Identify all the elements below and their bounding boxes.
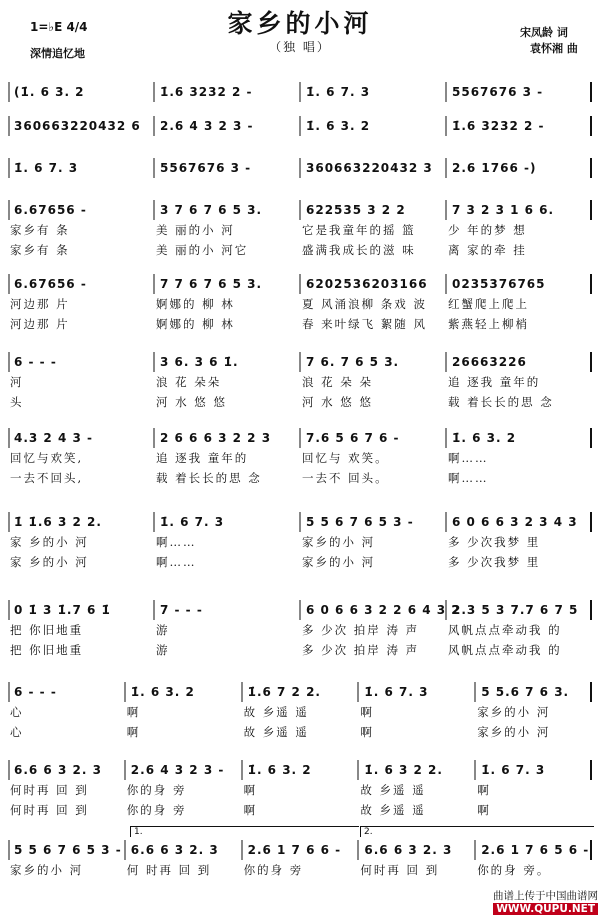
lyric-verse-2: 多 少次 拍岸 涛 声 [302,643,420,657]
measure-notes: 6 0 6 6 3 2 2 6 4 3 2 [306,603,461,617]
lyric-verse-2: 多 少次我梦 里 [448,555,541,569]
measure-notes: 6 - - - [14,685,57,699]
lyric-verse-1: 家乡的小 河 [10,863,84,877]
measure-notes: 6.6 6 3 2. 3 [130,843,219,857]
lyric-verse-1: 浪 花 朵朵 [156,375,222,389]
lyric-verse-1: 家乡有 条 [10,223,70,237]
lyric-verse-2: 啊 [360,725,374,739]
lyric-verse-2: 家 乡的小 河 [10,555,89,569]
song-subtitle: （独 唱） [269,40,331,54]
lyric-verse-1: 回忆与欢笑, [10,451,84,465]
lyric-verse-2: 何时再 回 到 [10,803,89,817]
site-footer [493,890,598,916]
measure-notes: 2.6 4 3 2 3 - [160,119,254,133]
lyric-verse-1: 红蟹爬上爬上 [448,297,529,311]
lyric-verse-1: 追 逐我 童年的 [448,375,541,389]
measure-notes: 4.3 2 4 3 - [14,431,93,445]
measure-notes: 1̇. 6 3. 2 [452,431,517,445]
measure-notes: 360663220432 3 [306,161,433,175]
lyric-verse-2: 一去不 回头。 [302,471,389,485]
measure-notes: 6 0 6 6 3 2 3 4 3 [452,515,578,529]
notation-line [8,352,592,372]
lyric-verse-2: 离 家的牵 挂 [448,243,527,257]
measure-notes: 6 - - - [14,355,57,369]
measure-notes: 1̇. 6 7. 3 [364,685,429,699]
lyric-verse-2: 啊 [126,725,141,739]
lyric-verse-2: 载 着长长的思 念 [156,471,262,485]
lyric-verse-1: 何 时再 回 到 [126,863,212,877]
measure-notes: 2 6 6 6 3 2 2 3 [160,431,272,445]
lyric-verse-1: 美 丽的小 河 [156,223,235,237]
notation-line [8,760,592,780]
song-title: 家乡的小河 [227,9,373,38]
ending-bracket: 1. [130,826,359,837]
measure-notes: 0235376765 [452,277,546,291]
lyric-verse-2: 家乡的小 河 [477,725,551,739]
lyric-verse-2: 河 水 悠 悠 [156,395,227,409]
lyric-verse-1: 河边那 片 [10,297,70,311]
notation-line [8,274,592,294]
measure-notes: 2.3 5 3 7.7 6 7 5 [452,603,579,617]
measure-notes: 1̇. 6 7. 3 [481,763,546,777]
lyric-verse-2: 啊…… [156,555,197,569]
lyric-verse-1: 心 [10,705,24,719]
lyric-verse-2: 把 你旧地重 [10,643,84,657]
measure-notes: 6.6 6 3 2. 3 [364,843,453,857]
lyric-verse-2: 心 [10,725,24,739]
lyric-verse-2: 盛满我成长的滋 味 [302,243,416,257]
notation-line [8,512,592,532]
measure-notes: 1̇. 6 3. 2 [130,685,195,699]
lyric-verse-2: 婀娜的 柳 林 [156,317,235,331]
lyricist-credit: 宋凤龄 词 [520,26,568,39]
measure-notes: 1̇. 6 3. 2 [247,763,312,777]
lyric-verse-1: 啊 [477,783,491,797]
measure-notes: 5 5 6 7 6 5 3 - [14,843,122,857]
notation-line [8,428,592,448]
measure-notes: 6.67656 - [14,277,87,291]
footer-url: WWW.QUPU.NET [493,903,598,915]
lyric-verse-2: 家乡有 条 [10,243,70,257]
measure-notes: 5567676 3 - [160,161,252,175]
notation-line [8,840,592,860]
measure-notes: 2.6 1766 -) [452,161,537,175]
measure-notes: 0 1̇ 3 1̇.7 6 1̇ [14,603,111,617]
lyric-verse-2: 故 乡遥 遥 [360,803,426,817]
lyric-verse-1: 它是我童年的摇 篮 [302,223,416,237]
lyric-verse-2: 载 着长长的思 念 [448,395,554,409]
lyric-verse-2: 河边那 片 [10,317,70,331]
lyric-verse-1: 少 年的梦 想 [448,223,527,237]
measure-notes: 1̇. 6 7. 3 [14,161,79,175]
measure-notes: 1̇. 6 7. 3 [306,85,371,99]
measure-notes: 5 5.6 7 6 3. [481,685,570,699]
ending-bracket: 2. [360,826,594,837]
lyric-verse-1: 家 乡的小 河 [10,535,89,549]
measure-notes: 7 - - - [160,603,203,617]
measure-notes: 7 3 2 3 1 6 6. [452,203,555,217]
lyric-verse-2: 河 水 悠 悠 [302,395,373,409]
lyric-verse-1: 啊 [360,705,374,719]
lyric-verse-1: 家乡的小 河 [477,705,551,719]
lyric-verse-1: 夏 风涌浪柳 条戏 波 [302,297,427,311]
lyric-verse-2: 你的身 旁 [126,803,187,817]
notation-line [8,116,592,136]
notation-line [8,600,592,620]
measure-notes: (1̇. 6 3. 2 [14,85,85,99]
lyric-verse-1: 啊 [126,705,141,719]
measure-notes: 7 6. 7 6 5 3. [306,355,400,369]
lyric-verse-2: 头 [10,395,24,409]
measure-notes: 1̇ 1̇.6 3 2 2. [14,515,102,529]
measure-notes: 3 7 6 7 6 5 3. [160,203,263,217]
measure-notes: 6.6 6 3 2. 3 [14,763,102,777]
tempo-marking: 深情追忆地 [30,47,85,60]
measure-notes: 26663226 [452,355,527,369]
lyric-verse-2: 啊 [243,803,258,817]
measure-notes: 1̇.6 3232 2 - [452,119,545,133]
lyric-verse-1: 你的身 旁。 [477,863,551,877]
lyric-verse-1: 你的身 旁 [243,863,304,877]
lyric-verse-1: 游 [156,623,170,637]
measure-notes: 6.67656 - [14,203,87,217]
lyric-verse-1: 多 少次 拍岸 涛 声 [302,623,420,637]
lyric-verse-2: 故 乡遥 遥 [243,725,309,739]
composer-credit: 袁怀湘 曲 [530,42,578,55]
lyric-verse-1: 把 你旧地重 [10,623,84,637]
notation-line [8,682,592,702]
lyric-verse-2: 风帆点点牵动我 的 [448,643,562,657]
measure-notes: 2.6 1 7 6 5 6 - [481,843,590,857]
measure-notes: 7.6 5 6 7 6 - [306,431,400,445]
measure-notes: 1̇. 6 7. 3 [160,515,225,529]
measure-notes: 1̇. 6 3 2 2. [364,763,443,777]
lyric-verse-2: 一去不回头, [10,471,84,485]
lyric-verse-1: 啊…… [448,451,489,465]
measure-notes: 360663220432 6 [14,119,141,133]
lyric-verse-1: 何时再 回 到 [360,863,440,877]
lyric-verse-1: 啊…… [156,535,197,549]
lyric-verse-2: 游 [156,643,170,657]
measure-notes: 3 6. 3 6 1̇. [160,355,239,369]
measure-notes: 7 7 6 7 6 5 3. [160,277,263,291]
lyric-verse-1: 追 逐我 童年的 [156,451,249,465]
lyric-verse-1: 故 乡遥 遥 [360,783,426,797]
lyric-verse-1: 多 少次我梦 里 [448,535,541,549]
measure-notes: 2.6 1 7 6 6 - [247,843,342,857]
measure-notes: 1̇.6 7 2 2. [247,685,321,699]
lyric-verse-1: 啊 [243,783,258,797]
measure-notes: 5 5 6 7 6 5 3 - [306,515,414,529]
notation-line [8,158,592,178]
lyric-verse-2: 春 来叶绿飞 絮随 风 [302,317,427,331]
lyric-verse-1: 故 乡遥 遥 [243,705,309,719]
measure-notes: 622535 3 2 2 [306,203,406,217]
lyric-verse-2: 啊 [477,803,491,817]
lyric-verse-1: 家乡的小 河 [302,535,376,549]
measure-notes: 6202536203166 [306,277,428,291]
notation-line [8,82,592,102]
lyric-verse-1: 婀娜的 柳 林 [156,297,235,311]
lyric-verse-1: 浪 花 朵 朵 [302,375,373,389]
lyric-verse-1: 河 [10,375,24,389]
footer-text: 曲谱上传于中国曲谱网 [493,890,598,902]
key-signature: 1=♭E 4/4 [30,20,88,34]
measure-notes: 2.6 4 3 2 3 - [130,763,225,777]
lyric-verse-1: 你的身 旁 [126,783,187,797]
measure-notes: 1̇. 6 3. 2 [306,119,371,133]
measure-notes: 5567676 3 - [452,85,544,99]
notation-line [8,200,592,220]
lyric-verse-2: 家乡的小 河 [302,555,376,569]
lyric-verse-1: 风帆点点牵动我 的 [448,623,562,637]
measure-notes: 1̇.6 3232 2 - [160,85,253,99]
lyric-verse-1: 回忆与 欢笑。 [302,451,389,465]
lyric-verse-2: 啊…… [448,471,489,485]
lyric-verse-2: 美 丽的小 河它 [156,243,249,257]
lyric-verse-2: 紫燕轻上柳梢 [448,317,529,331]
lyric-verse-1: 何时再 回 到 [10,783,89,797]
